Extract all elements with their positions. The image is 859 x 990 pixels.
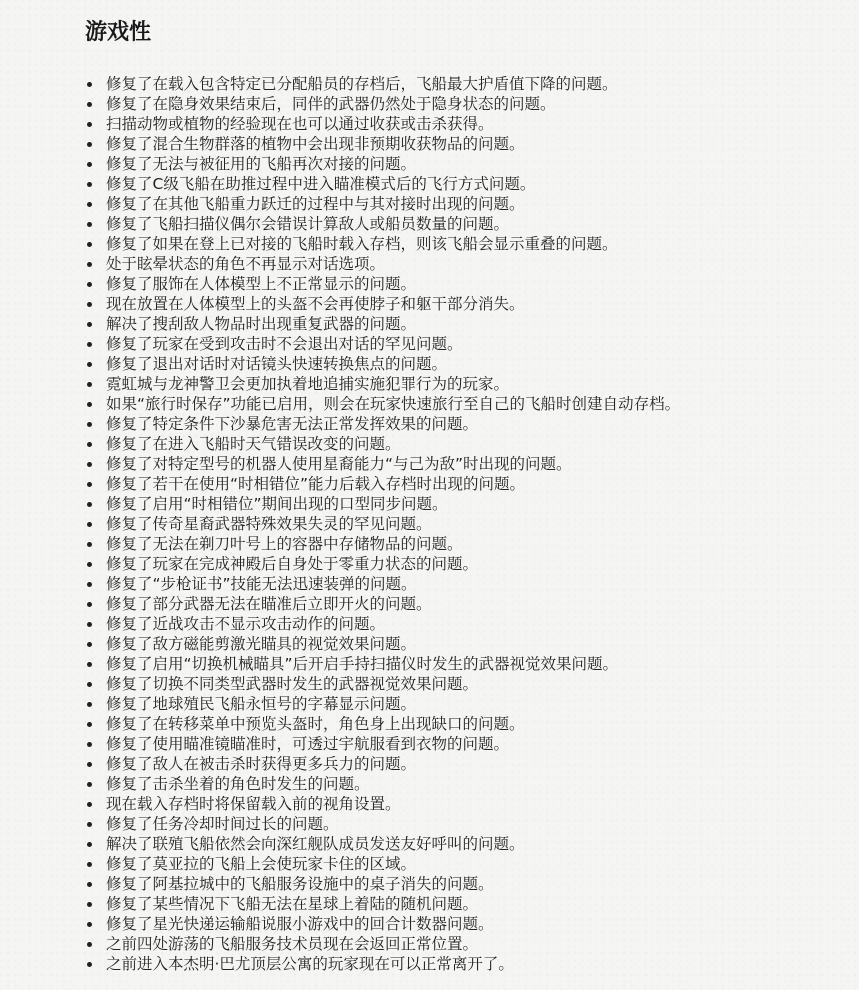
patch-note-item: 修复了启用“时相错位”期间出现的口型同步问题。 [82, 494, 842, 514]
patch-note-item: 修复了莫亚拉的飞船上会使玩家卡住的区域。 [82, 854, 842, 874]
patch-note-item: 修复了飞船扫描仪偶尔会错误计算敌人或船员数量的问题。 [82, 214, 842, 234]
patch-note-item: 修复了“步枪证书”技能无法迅速装弹的问题。 [82, 574, 842, 594]
patch-note-item: 修复了如果在登上已对接的飞船时载入存档，则该飞船会显示重叠的问题。 [82, 234, 842, 254]
patch-note-item: 修复了启用“切换机械瞄具”后开启手持扫描仪时发生的武器视觉效果问题。 [82, 654, 842, 674]
patch-note-item: 修复了使用瞄准镜瞄准时，可透过宇航服看到衣物的问题。 [82, 734, 842, 754]
section-title: 游戏性 [85, 20, 152, 45]
patch-note-item: 修复了阿基拉城中的飞船服务设施中的桌子消失的问题。 [82, 874, 842, 894]
patch-note-item: 修复了星光快递运输船说服小游戏中的回合计数器问题。 [82, 914, 842, 934]
patch-note-item: 修复了地球殖民飞船永恒号的字幕显示问题。 [82, 694, 842, 714]
patch-note-item: 修复了服饰在人体模型上不正常显示的问题。 [82, 274, 842, 294]
patch-note-item: 霓虹城与龙神警卫会更加执着地追捕实施犯罪行为的玩家。 [82, 374, 842, 394]
patch-note-item: 修复了任务冷却时间过长的问题。 [82, 814, 842, 834]
patch-note-item: 修复了无法与被征用的飞船再次对接的问题。 [82, 154, 842, 174]
patch-note-item: 修复了在进入飞船时天气错误改变的问题。 [82, 434, 842, 454]
patch-note-item: 现在载入存档时将保留载入前的视角设置。 [82, 794, 842, 814]
patch-note-item: 修复了切换不同类型武器时发生的武器视觉效果问题。 [82, 674, 842, 694]
patch-note-item: 修复了近战攻击不显示攻击动作的问题。 [82, 614, 842, 634]
patch-note-item: 修复了在隐身效果结束后，同伴的武器仍然处于隐身状态的问题。 [82, 94, 842, 114]
patch-notes-list [82, 74, 842, 974]
patch-note-item: 修复了在其他飞船重力跃迁的过程中与其对接时出现的问题。 [82, 194, 842, 214]
patch-note-item: 扫描动物或植物的经验现在也可以通过收获或击杀获得。 [82, 114, 842, 134]
patch-note-item: 修复了玩家在完成神殿后自身处于零重力状态的问题。 [82, 554, 842, 574]
patch-note-item: 现在放置在人体模型上的头盔不会再使脖子和躯干部分消失。 [82, 294, 842, 314]
patch-note-item: 之前四处游荡的飞船服务技术员现在会返回正常位置。 [82, 934, 842, 954]
patch-note-item: 之前进入本杰明·巴尤顶层公寓的玩家现在可以正常离开了。 [82, 954, 842, 974]
patch-note-item: 修复了敌人在被击杀时获得更多兵力的问题。 [82, 754, 842, 774]
patch-note-item: 修复了无法在剃刀叶号上的容器中存储物品的问题。 [82, 534, 842, 554]
patch-note-item: 修复了C级飞船在助推过程中进入瞄准模式后的飞行方式问题。 [82, 174, 842, 194]
patch-note-item: 修复了若干在使用“时相错位”能力后载入存档时出现的问题。 [82, 474, 842, 494]
patch-note-item: 解决了联殖飞船依然会向深红舰队成员发送友好呼叫的问题。 [82, 834, 842, 854]
patch-note-item: 处于眩晕状态的角色不再显示对话选项。 [82, 254, 842, 274]
patch-note-item: 修复了敌方磁能剪激光瞄具的视觉效果问题。 [82, 634, 842, 654]
patch-note-item: 解决了搜刮敌人物品时出现重复武器的问题。 [82, 314, 842, 334]
patch-note-item: 修复了退出对话时对话镜头快速转换焦点的问题。 [82, 354, 842, 374]
patch-note-item: 修复了部分武器无法在瞄准后立即开火的问题。 [82, 594, 842, 614]
patch-note-item: 修复了某些情况下飞船无法在星球上着陆的随机问题。 [82, 894, 842, 914]
patch-note-item: 修复了玩家在受到攻击时不会退出对话的罕见问题。 [82, 334, 842, 354]
patch-note-item: 如果“旅行时保存”功能已启用，则会在玩家快速旅行至自己的飞船时创建自动存档。 [82, 394, 842, 414]
patch-note-item: 修复了混合生物群落的植物中会出现非预期收获物品的问题。 [82, 134, 842, 154]
patch-note-item: 修复了在载入包含特定已分配船员的存档后，飞船最大护盾值下降的问题。 [82, 74, 842, 94]
patch-note-item: 修复了传奇星裔武器特殊效果失灵的罕见问题。 [82, 514, 842, 534]
patch-note-item: 修复了对特定型号的机器人使用星裔能力“与己为敌”时出现的问题。 [82, 454, 842, 474]
patch-note-item: 修复了在转移菜单中预览头盔时，角色身上出现缺口的问题。 [82, 714, 842, 734]
patch-note-item: 修复了击杀坐着的角色时发生的问题。 [82, 774, 842, 794]
patch-note-item: 修复了特定条件下沙暴危害无法正常发挥效果的问题。 [82, 414, 842, 434]
